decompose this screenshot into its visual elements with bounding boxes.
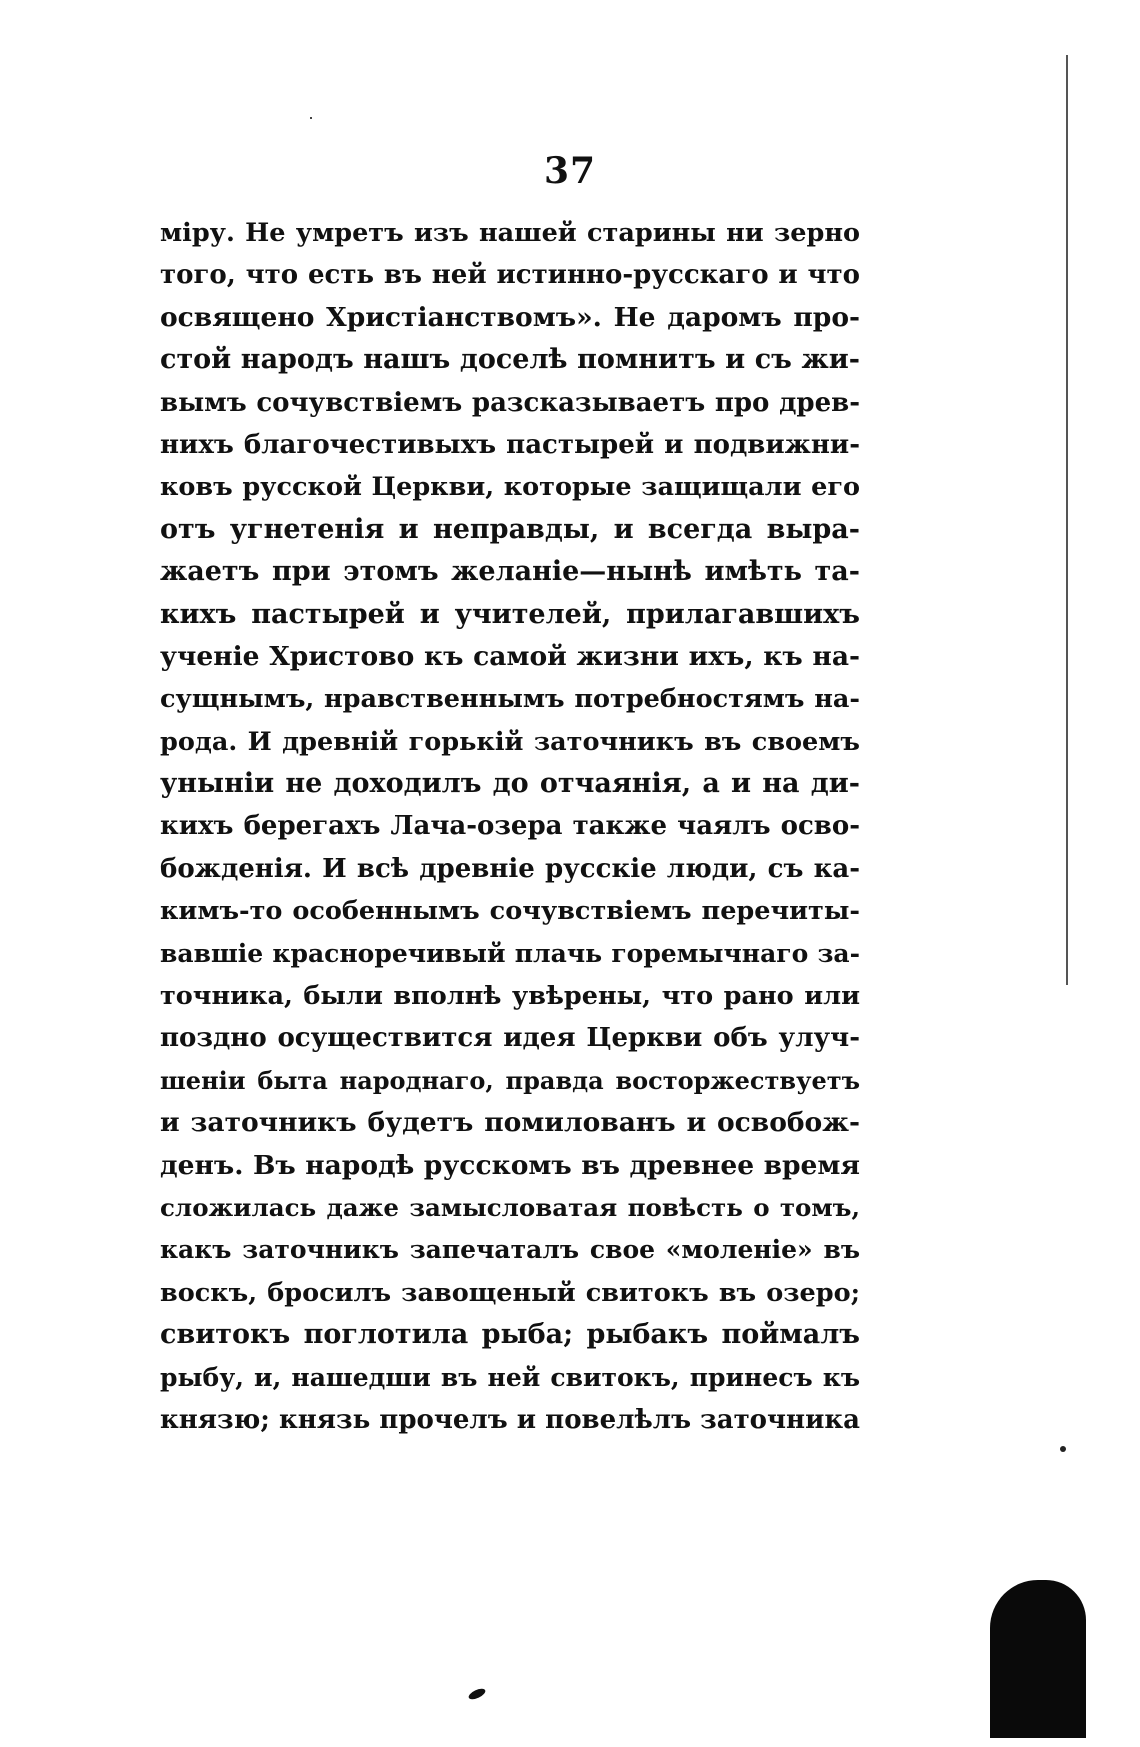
text-line: рыбу, и, нашедши въ ней свитокъ, принесъ къ	[160, 1362, 860, 1392]
text-line: отъ угнетенія и неправды, и всегда выра-	[160, 513, 860, 545]
text-line: какъ заточникъ запечаталъ свое «моленіе» въ	[160, 1235, 860, 1265]
text-line: стой народъ нашъ доселѣ помнитъ и съ жи-	[160, 344, 860, 376]
page-edge-rule	[1066, 55, 1068, 985]
text-line: кихъ пастырей и учителей, прилагавшихъ	[160, 598, 860, 630]
scan-speck	[310, 117, 312, 119]
text-line: денъ. Въ народѣ русскомъ въ древнее время	[160, 1149, 860, 1181]
scan-dot	[1060, 1446, 1066, 1452]
text-line: жаетъ при этомъ желаніе—нынѣ имѣть та-	[160, 556, 860, 588]
text-line: поздно осуществится идея Церкви объ улуч-	[160, 1023, 860, 1054]
text-line: ковъ русской Церкви, которые защищали его	[160, 472, 860, 503]
page-edge-blot	[990, 1580, 1086, 1738]
text-line: точника, были вполнѣ увѣрены, что рано или	[160, 981, 860, 1012]
text-line: кимъ-то особеннымъ сочувствіемъ перечиты-	[160, 896, 860, 927]
text-line: и заточникъ будетъ помилованъ и освобож-	[160, 1107, 860, 1139]
text-line: рода. И древній горькій заточникъ въ своемъ	[160, 726, 860, 757]
text-line: уныніи не доходилъ до отчаянія, а и на ди-	[160, 768, 860, 800]
text-line: сущнымъ, нравственнымъ потребностямъ на-	[160, 684, 860, 715]
text-line: міру. Не умретъ изъ нашей старины ни зерно	[160, 218, 860, 248]
text-line: воскъ, бросилъ завощеный свитокъ въ озеро;	[160, 1277, 860, 1308]
text-line: князю; князь прочелъ и повелѣлъ заточника	[160, 1404, 860, 1435]
text-line: кихъ берегахъ Лача-озера также чаялъ осво-	[160, 811, 860, 842]
text-line: сложилась даже замысловатая повѣсть о томъ,	[160, 1192, 860, 1222]
text-line: ученіе Христово къ самой жизни ихъ, къ на-	[160, 640, 860, 672]
text-line: освящено Христіанствомъ». Не даромъ про-	[160, 301, 860, 333]
text-line: божденія. И всѣ древніе русскіе люди, съ ка-	[160, 853, 860, 884]
text-line: вавшіе красноречивый плачь горемычнаго за-	[160, 938, 860, 968]
text-line: нихъ благочестивыхъ пастырей и подвижни-	[160, 429, 860, 460]
ink-mark	[467, 1687, 487, 1702]
text-line: вымъ сочувствіемъ разсказываетъ про древ-	[160, 387, 860, 418]
body-text	[160, 212, 860, 1441]
page-number: 37	[543, 150, 597, 192]
text-line: свитокъ поглотила рыба; рыбакъ поймалъ	[160, 1319, 860, 1351]
text-line: того, что есть въ ней истинно-русскаго и что	[160, 260, 860, 291]
text-line: шеніи быта народнаго, правда восторжествуетъ	[160, 1065, 860, 1095]
